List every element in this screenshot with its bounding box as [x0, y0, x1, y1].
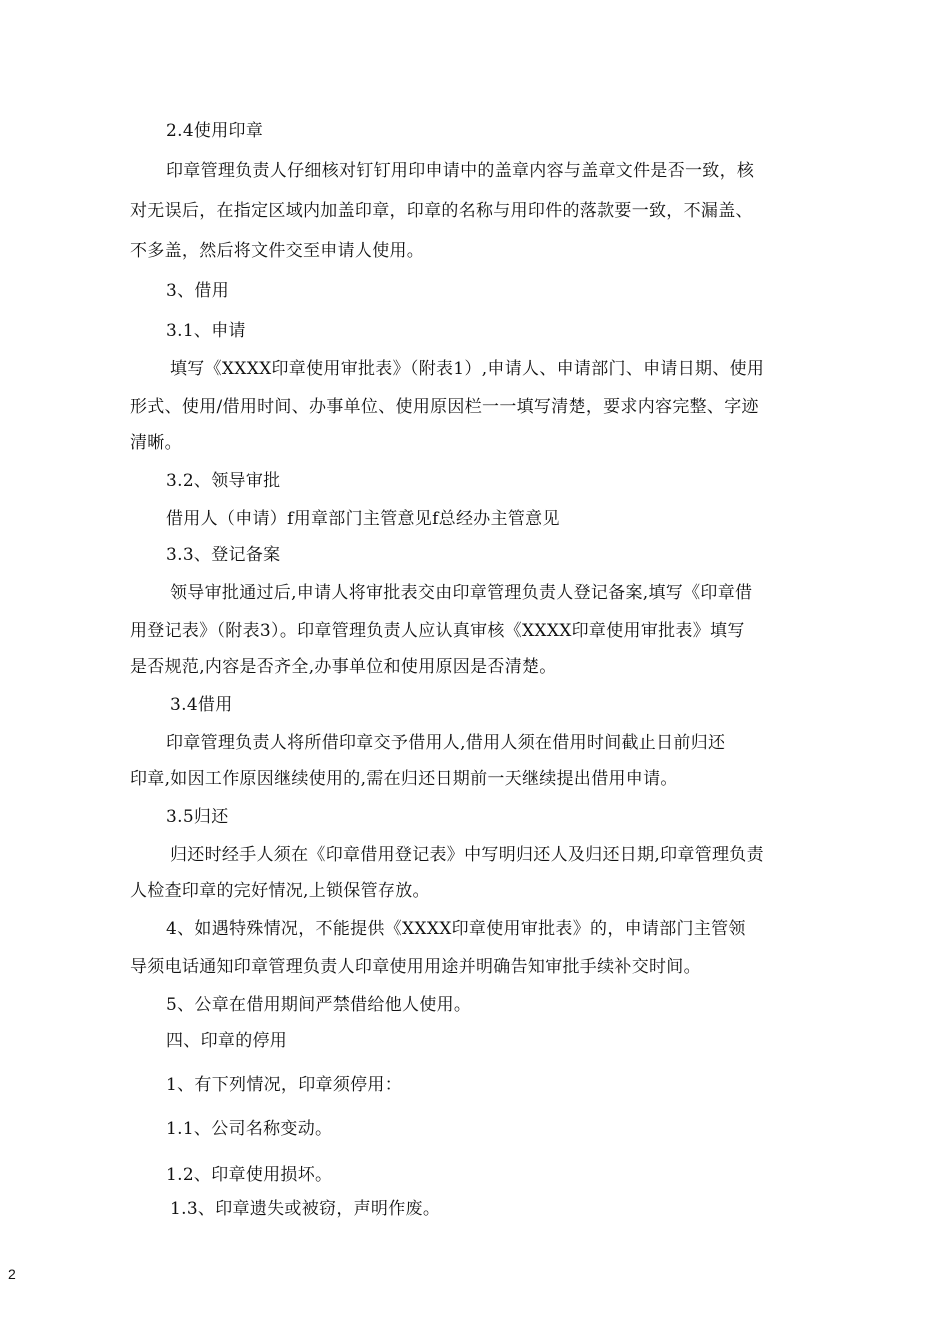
paragraph-line: 4、如遇特殊情况，不能提供《XXXX印章使用审批表》的，申请部门主管领: [166, 919, 746, 939]
paragraph-line: 印章管理负责人仔细核对钉钉用印申请中的盖章内容与盖章文件是否一致，核: [166, 161, 755, 181]
heading-2-4: 2.4使用印章: [166, 121, 264, 141]
paragraph-line: 借用人（申请）f用章部门主管意见f总经办主管意见: [166, 509, 560, 529]
paragraph-line: 印章,如因工作原因继续使用的,需在归还日期前一天继续提出借用申请。: [130, 769, 678, 789]
paragraph-line: 导须电话通知印章管理负责人印章使用用途并明确告知审批手续补交时间。: [130, 957, 701, 977]
paragraph-line: 不多盖，然后将文件交至申请人使用。: [130, 241, 425, 261]
list-item: 1.2、印章使用损坏。: [166, 1165, 333, 1185]
paragraph-line: 用登记表》（附表3）。印章管理负责人应认真审核《XXXX印章使用审批表》填写: [130, 621, 745, 641]
heading-3-3: 3.3、登记备案: [166, 545, 281, 565]
heading-3: 3、借用: [166, 281, 230, 301]
paragraph-line: 填写《XXXX印章使用审批表》（附表1）,申请人、申请部门、申请日期、使用: [170, 359, 765, 379]
paragraph-line: 形式、使用/借用时间、办事单位、使用原因栏一一填写清楚，要求内容完整、字迹: [130, 397, 759, 417]
heading-3-1: 3.1、申请: [166, 321, 246, 341]
paragraph-line: 清晰。: [130, 433, 182, 453]
paragraph-line: 归还时经手人须在《印章借用登记表》中写明归还人及归还日期,印章管理负责: [170, 845, 764, 865]
heading-3-5: 3.5归还: [166, 807, 229, 827]
page-number: 2: [8, 1266, 16, 1282]
paragraph-line: 人检查印章的完好情况,上锁保管存放。: [130, 881, 430, 901]
paragraph-line: 对无误后，在指定区域内加盖印章，印章的名称与用印件的落款要一致，不漏盖、: [130, 201, 753, 221]
paragraph-line: 印章管理负责人将所借印章交予借用人,借用人须在借用时间截止日前归还: [166, 733, 726, 753]
list-item: 1.3、印章遗失或被窃，声明作废。: [170, 1199, 441, 1219]
heading-3-4: 3.4借用: [170, 695, 233, 715]
paragraph-line: 是否规范,内容是否齐全,办事单位和使用原因是否清楚。: [130, 657, 557, 677]
section-heading: 四、印章的停用: [166, 1031, 288, 1051]
heading-3-2: 3.2、领导审批: [166, 471, 281, 491]
list-item: 1.1、公司名称变动。: [166, 1119, 333, 1139]
paragraph-line: 领导审批通过后,申请人将审批表交由印章管理负责人登记备案,填写《印章借: [170, 583, 753, 603]
paragraph-line: 5、公章在借用期间严禁借给他人使用。: [166, 995, 472, 1015]
paragraph-line: 1、有下列情况，印章须停用：: [166, 1075, 403, 1095]
